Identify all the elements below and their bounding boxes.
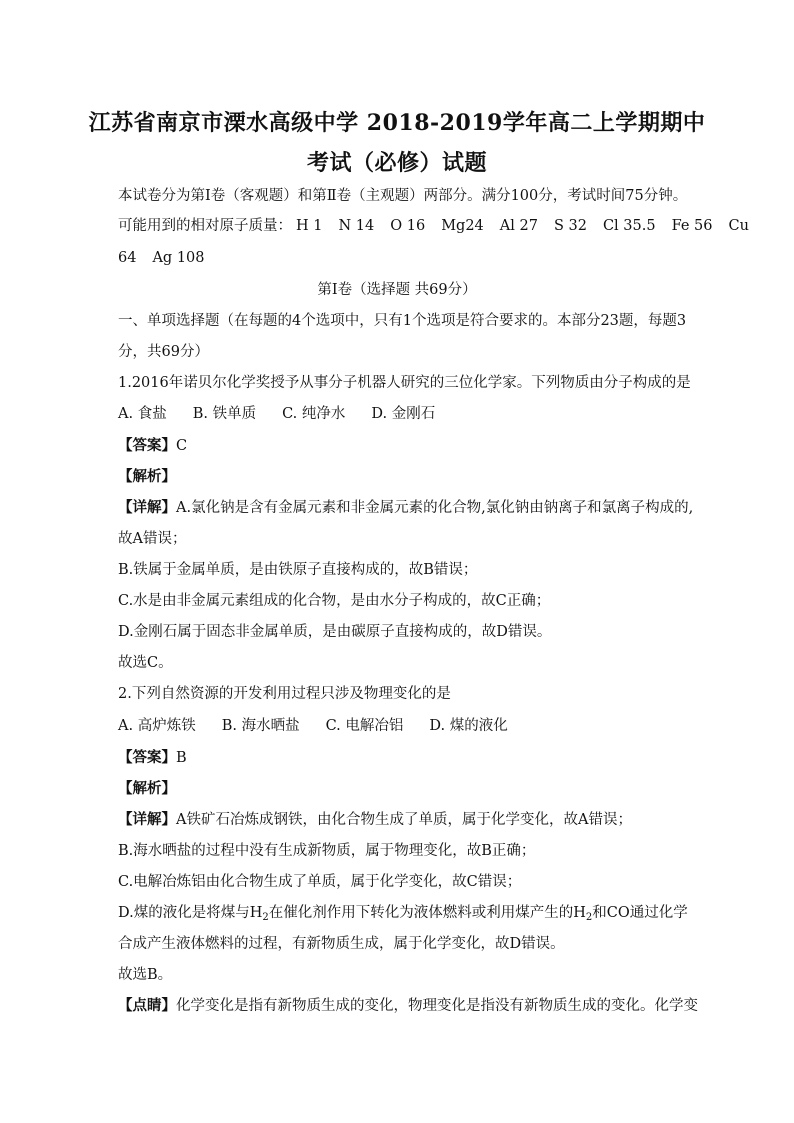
atomic-mass-line-1	[118, 216, 749, 236]
exam-intro: 本试卷分为第Ⅰ卷（客观题）和第Ⅱ卷（主观题）两部分。满分100分，考试时间75分钟。	[118, 188, 688, 204]
q2-detail-line-4	[118, 903, 688, 923]
q2-analysis-tag: 【解析】	[118, 780, 176, 797]
q2-option-c: C. 电解冶铝	[325, 718, 404, 734]
q1-detail-line-5: D.金刚石属于固态非金属单质，是由碳原子直接构成的，故D错误。	[118, 624, 552, 640]
q2-detail-text: 在催化剂作用下转化为液体燃料或利用煤产生的H	[268, 905, 586, 921]
subscript: 2	[262, 912, 269, 923]
q1-answer	[118, 436, 688, 456]
mass-item: Cu	[728, 218, 749, 234]
mass-item: Al 27	[499, 218, 538, 234]
q2-stem: 2.下列自然资源的开发利用过程只涉及物理变化的是	[118, 686, 451, 702]
q1-detail-line-4: C.水是由非金属元素组成的化合物，是由水分子构成的，故C正确；	[118, 593, 551, 609]
q1-answer-value: C	[176, 438, 188, 454]
mass-item: N 14	[338, 218, 375, 234]
q1-option-a: A. 食盐	[118, 406, 167, 422]
detail-tag: 【详解】	[118, 499, 176, 516]
part-intro-line-1: 一、单项选择题（在每题的4个选项中，只有1个选项是符合要求的。本部分23题，每题3	[118, 313, 687, 329]
section-heading: 第Ⅰ卷（选择题 共69分）	[317, 282, 477, 298]
answer-tag: 【答案】	[118, 749, 176, 766]
answer-tag: 【答案】	[118, 437, 176, 454]
mass-item: Mg24	[441, 218, 484, 234]
q2-option-a: A. 高炉炼铁	[118, 718, 196, 734]
q2-option-d: D. 煤的液化	[429, 718, 508, 734]
q2-options	[118, 716, 688, 736]
atomic-mass-label: 可能用到的相对原子质量：	[118, 218, 292, 234]
q2-note-line-1	[118, 996, 698, 1016]
q2-option-b: B. 海水晒盐	[221, 718, 300, 734]
q1-option-b: B. 铁单质	[192, 406, 257, 422]
q2-detail-line-3: C.电解冶炼铝由化合物生成了单质，属于化学变化，故C错误；	[118, 874, 522, 890]
detail-tag: 【详解】	[118, 811, 176, 828]
q2-detail-line-5: 合成产生液体燃料的过程，有新物质生成，属于化学变化，故D错误。	[118, 936, 565, 952]
note-tag: 【点睛】	[118, 997, 176, 1014]
q1-options	[118, 404, 688, 424]
q1-detail-line-2: 故A错误；	[118, 531, 187, 547]
q1-detail-line-3: B.铁属于金属单质，是由铁原子直接构成的，故B错误；	[118, 562, 478, 578]
mass-item: Cl 35.5	[602, 218, 656, 234]
q2-detail-text: 和CO通过化学	[592, 905, 688, 921]
subscript: 2	[585, 912, 593, 923]
q1-option-d: D. 金刚石	[371, 406, 436, 422]
mass-item: O 16	[390, 218, 426, 234]
mass-item: H 1	[296, 218, 323, 234]
mass-item: S 32	[553, 218, 587, 234]
q1-analysis-tag: 【解析】	[118, 468, 176, 485]
q1-stem: 1.2016年诺贝尔化学奖授予从事分子机器人研究的三位化学家。下列物质由分子构成的是	[118, 375, 691, 391]
q1-conclusion: 故选C。	[118, 655, 173, 671]
q2-answer	[118, 748, 688, 768]
q2-conclusion: 故选B。	[118, 967, 173, 983]
q2-answer-value: B	[176, 750, 187, 766]
q2-detail-text: D.煤的液化是将煤与H	[118, 905, 263, 921]
title-line-1: 江苏省南京市溧水高级中学 2018-2019学年高二上学期期中	[88, 110, 706, 136]
q1-option-c: C. 纯净水	[282, 406, 346, 422]
mass-item: 64	[118, 250, 137, 266]
q2-detail-line-2: B.海水晒盐的过程中没有生成新物质，属于物理变化，故B正确；	[118, 843, 536, 859]
q1-detail-text: A.氯化钠是含有金属元素和非金属元素的化合物,氯化钠由钠离子和氯离子构成的,	[176, 500, 694, 516]
q2-detail-line-1	[118, 810, 688, 830]
q1-detail-line-1	[118, 498, 694, 518]
q2-note-text: 化学变化是指有新物质生成的变化，物理变化是指没有新物质生成的变化。化学变	[176, 998, 698, 1014]
atomic-mass-line-2	[118, 248, 688, 268]
mass-item: Ag 108	[152, 250, 205, 266]
mass-item: Fe 56	[671, 218, 713, 234]
title-line-2: 考试（必修）试题	[306, 150, 487, 176]
q2-detail-text: A铁矿石冶炼成钢铁，由化合物生成了单质，属于化学变化，故A错误；	[176, 812, 632, 828]
part-intro-line-2: 分，共69分）	[118, 344, 209, 360]
